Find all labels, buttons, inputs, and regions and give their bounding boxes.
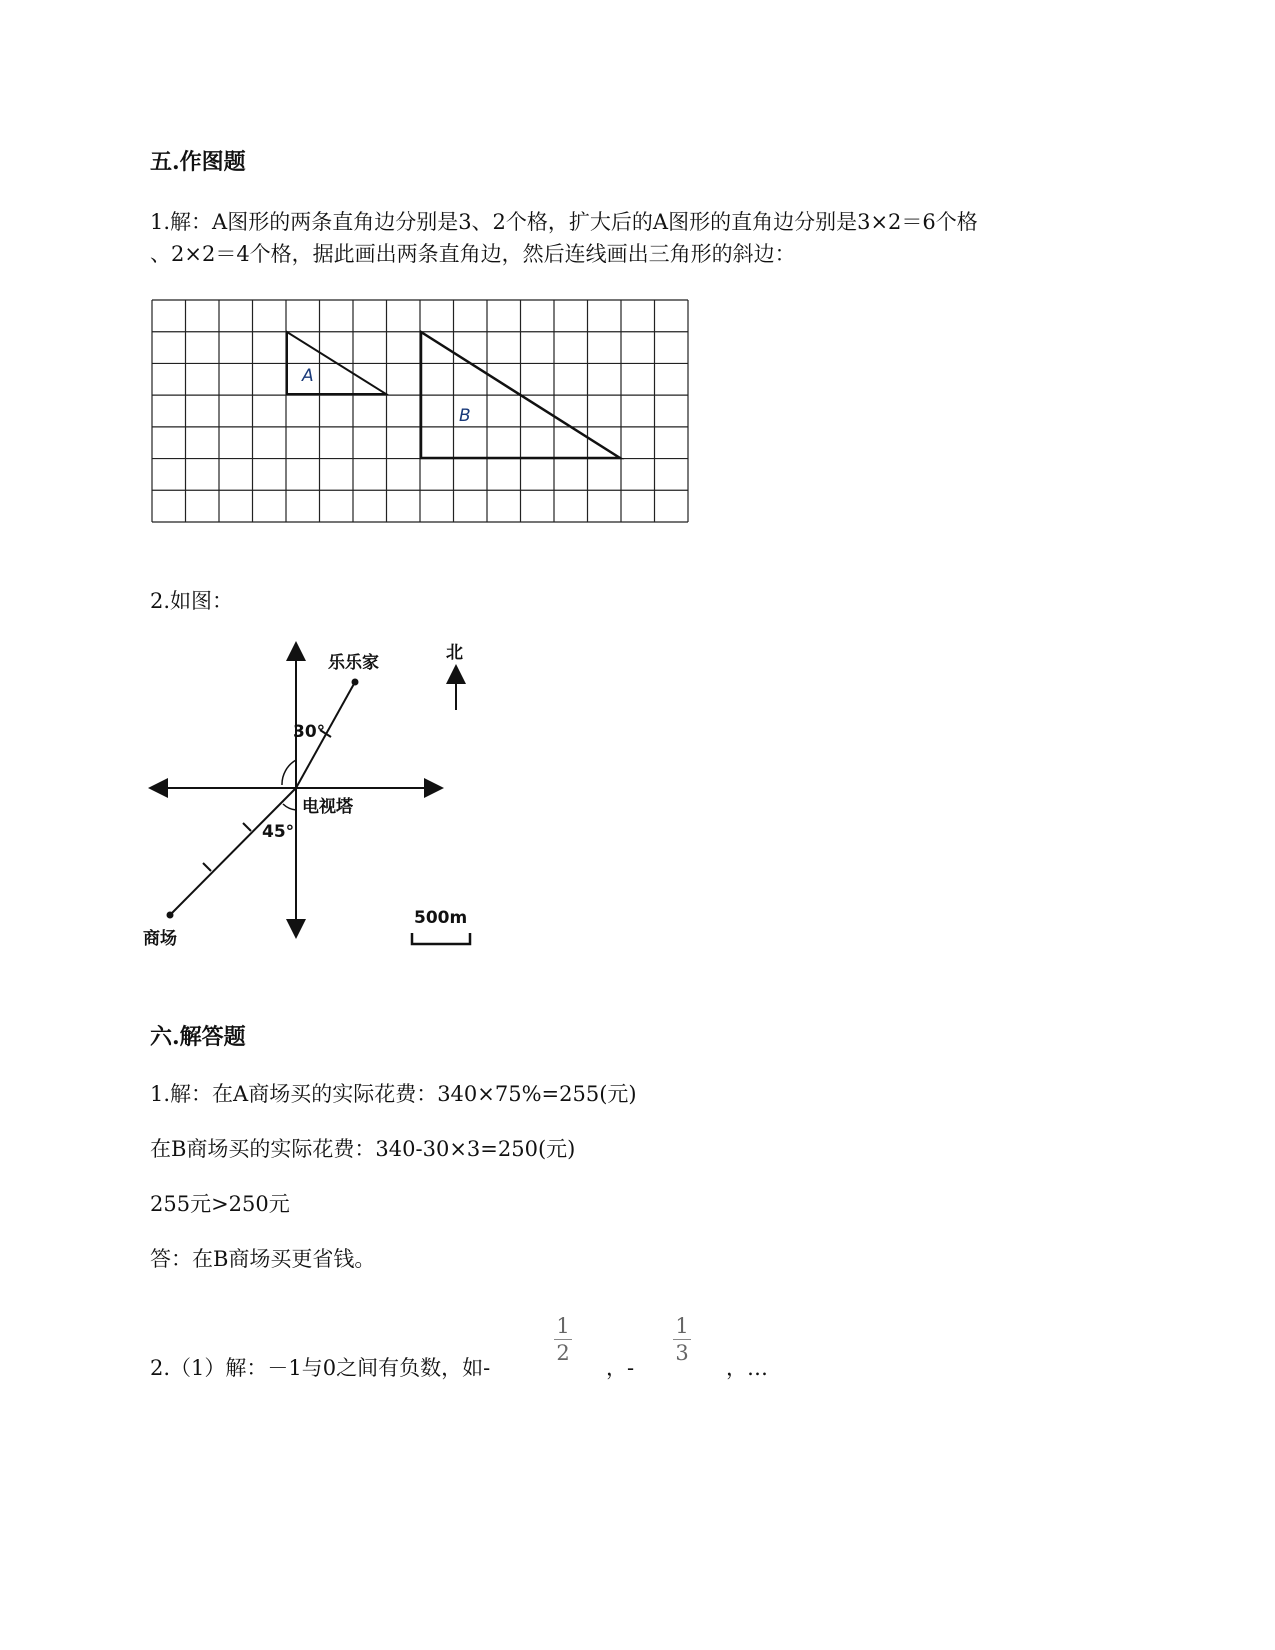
- grid-figure: [150, 298, 695, 528]
- section-five-title: 五.作图题: [150, 149, 246, 175]
- s6-q1-line2: 在B商场买的实际花费：340-30×3=250(元): [150, 1137, 576, 1161]
- scale-label: 500m: [414, 908, 468, 928]
- direction-map: [140, 630, 500, 970]
- north-label: 北: [446, 643, 463, 663]
- s6-q2-prefix: 2.（1）解：－1与0之间有负数，如-: [150, 1356, 491, 1380]
- mall-line: [170, 788, 296, 915]
- mall-label: 商场: [143, 929, 177, 949]
- fraction-one-half: [548, 1313, 578, 1366]
- s6-q1-line1: 1.解：在A商场买的实际花费：340×75%=255(元): [150, 1082, 637, 1106]
- fraction-one-half-numerator: 1: [556, 1314, 570, 1338]
- triangle-a-label: A: [302, 366, 314, 386]
- home-label: 乐乐家: [328, 653, 379, 673]
- tower-label: 电视塔: [302, 797, 353, 817]
- home-point: [352, 679, 359, 686]
- mall-tick-1: [243, 823, 251, 831]
- angle-30-label: 30°: [293, 722, 326, 742]
- fraction-one-third-denominator: 3: [675, 1341, 689, 1365]
- section-six-title: 六.解答题: [150, 1024, 246, 1050]
- q1-explanation-line1: 1.解：A图形的两条直角边分别是3、2个格，扩大后的A图形的直角边分别是3×2＝6个格: [150, 210, 978, 234]
- angle-arc-45: [283, 804, 296, 810]
- s6-q2-suffix: ，…: [726, 1356, 768, 1380]
- angle-45-label: 45°: [262, 822, 295, 842]
- scale-bar: [412, 933, 470, 944]
- triangle-b-label: B: [459, 406, 471, 426]
- s6-q1-answer: 答：在B商场买更省钱。: [150, 1247, 376, 1271]
- q1-explanation-line2: 、2×2＝4个格，据此画出两条直角边，然后连线画出三角形的斜边：: [150, 242, 796, 266]
- s6-q1-line3: 255元>250元: [150, 1192, 290, 1216]
- q2-label: 2.如图：: [150, 589, 234, 613]
- fraction-one-third: [667, 1313, 697, 1366]
- fraction-one-third-numerator: 1: [675, 1314, 689, 1338]
- fraction-one-half-denominator: 2: [556, 1341, 570, 1365]
- angle-arc-30: [282, 760, 296, 785]
- s6-q2-separator: ，-: [606, 1356, 635, 1380]
- mall-tick-2: [203, 863, 211, 871]
- mall-point: [167, 912, 174, 919]
